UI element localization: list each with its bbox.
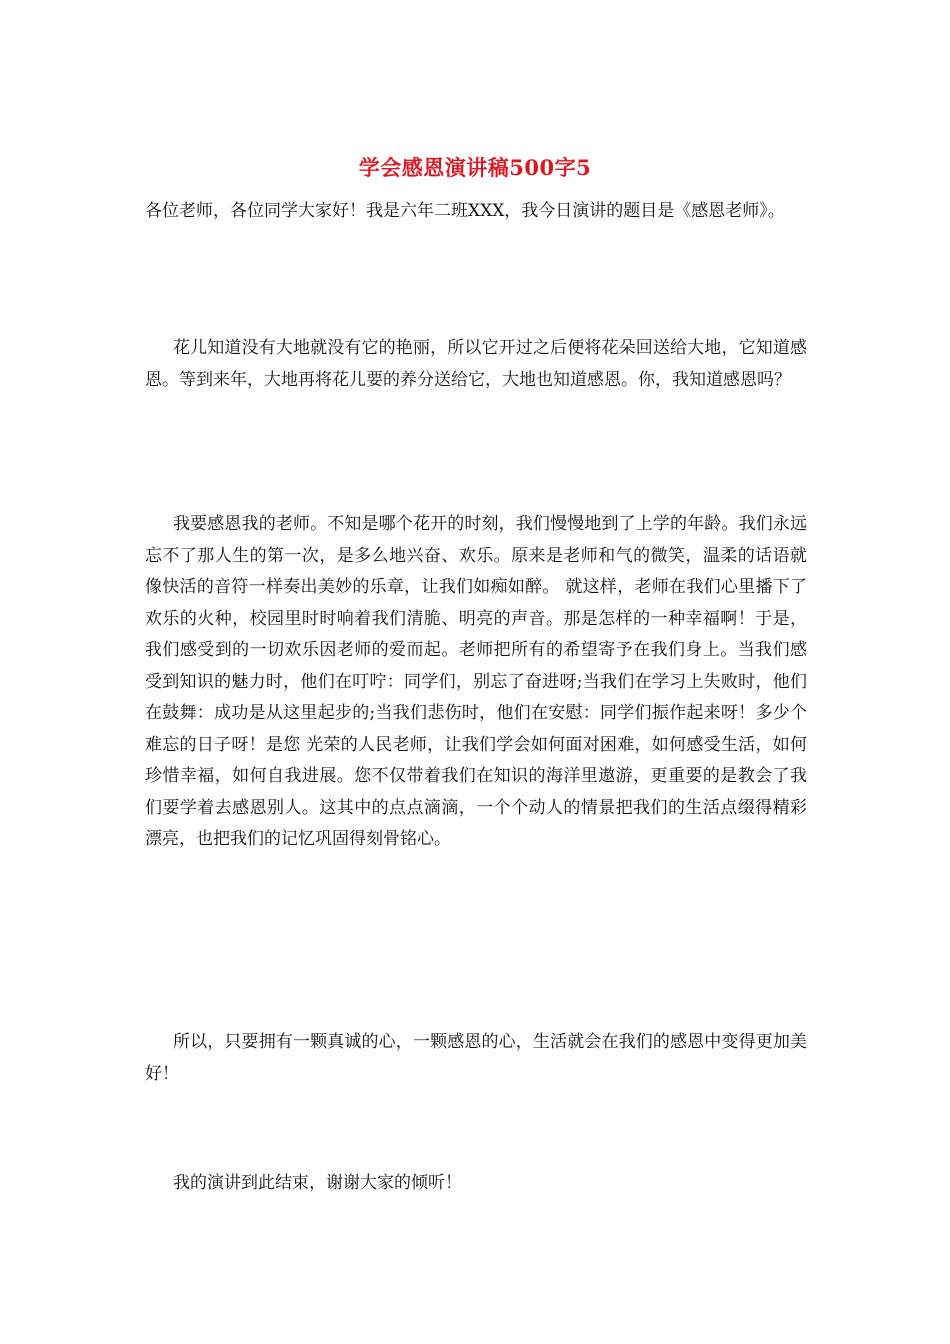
- paragraph-conclusion: 所以，只要拥有一颗真诚的心，一颗感恩的心，生活就会在我们的感恩中变得更加美好！: [145, 1032, 807, 1084]
- document-title: 学会感恩演讲稿500字5: [358, 155, 592, 180]
- paragraph-closing: 我的演讲到此结束，谢谢大家的倾听！: [173, 1173, 462, 1193]
- paragraph-flowers: 花儿知道没有大地就没有它的艳丽，所以它开过之后便将花朵回送给大地，它知道感恩。等到来年，大地再将花儿要的养分送给它，大地也知道感恩。你，我知道感恩吗？: [145, 338, 807, 390]
- paragraph-greeting: 各位老师，各位同学大家好！我是六年二班XXX，我今日演讲的题目是《感恩老师》。: [145, 201, 785, 221]
- paragraph-teachers: 我要感恩我的老师。不知是哪个花开的时刻，我们慢慢地到了上学的年龄。我们永远忘不了那人生的第一次，是多么地兴奋、欢乐。原来是老师和气的微笑，温柔的话语就像快活的音符一样奏出美妙的乐章，让我们如痴如醉。 就这样，老师在我们心里播下了欢乐的火种，校园里时时响着我们清脆、明亮的声音。那是怎样的一种幸福啊！于是，我们感受到的一切欢乐因老师的爱而起。老师把所有的希望寄予在我们身上。当我们感受到知识的魅力时，他们在叮咛：同学们，别忘了奋进呀;当我们在学习上失败时，他们在鼓舞：成功是从这里起步的;当我们悲伤时，他们在安慰：同学们振作起来呀！多少个难忘的日子呀！是您 光荣的人民老师，让我们学会如何面对困难，如何感受生活，如何珍惜幸福，如何自我进展。您不仅带着我们在知识的海洋里遨游，更重要的是教会了我们要学着去感恩别人。这其中的点点滴滴，一个个动人的情景把我们的生活点缀得精彩漂亮，也把我们的记忆巩固得刻骨铭心。: [145, 514, 807, 849]
